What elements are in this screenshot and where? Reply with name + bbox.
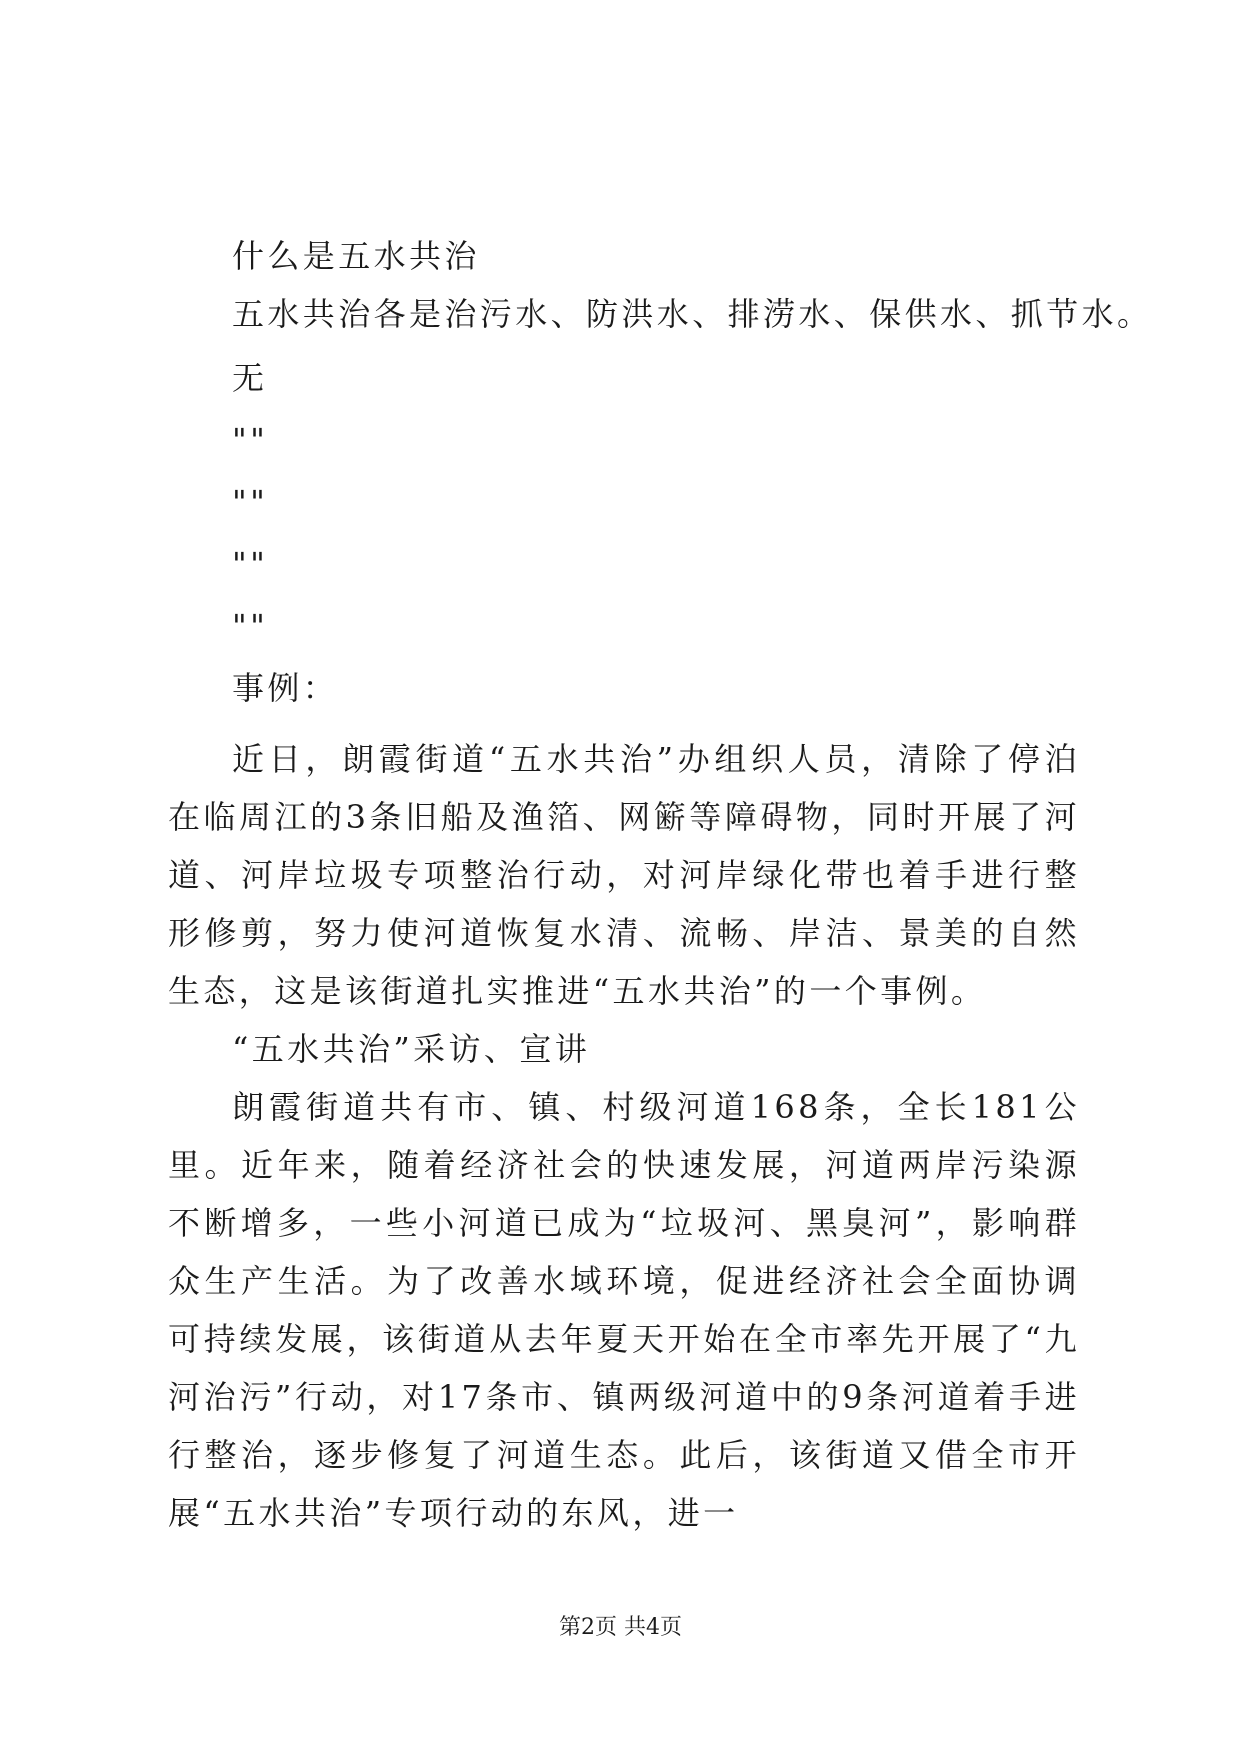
article-body [168,730,1080,1542]
section-heading: 什么是五水共治 [232,237,480,275]
quote-line: "" [232,545,269,583]
quote-line: "" [232,483,269,521]
subheading: “五水共治”采访、宣讲 [232,1030,591,1068]
example-label: 事例： [232,669,339,707]
page-footer: 第2页 共4页 [559,1615,682,1640]
quote-line: "" [232,421,269,459]
paragraph-river-info: 朗霞街道共有市、镇、村级河道168条，全长181公里。近年来，随着经济社会的快速发展，河道两岸污染源不断增多，一些小河道已成为“垃圾河、黑臭河”，影响群众生产生活。为了改善水域环境，促进经济社会全面协调可持续发展，该街道从去年夏天开始在全市率先开展了“九河治污”行动，对17条市、镇两级河道中的9条河道着手进行整治，逐步修复了河道生态。此后，该街道又借全市开展“五水共治”专项行动的东风，进一 [168,1088,1080,1532]
definition-line: 五水共治各是治污水、防洪水、排涝水、保供水、抓节水。 [232,295,1153,333]
none-line: 无 [232,359,268,397]
quote-line: "" [232,607,269,645]
paragraph-example: 近日，朗霞街道“五水共治”办组织人员，清除了停泊在临周江的3条旧船及渔箔、网簖等障碍物，同时开展了河道、河岸垃圾专项整治行动，对河岸绿化带也着手进行整形修剪，努力使河道恢复水清、流畅、岸洁、景美的自然生态，这是该街道扎实推进“五水共治”的一个事例。 [168,740,1080,1010]
